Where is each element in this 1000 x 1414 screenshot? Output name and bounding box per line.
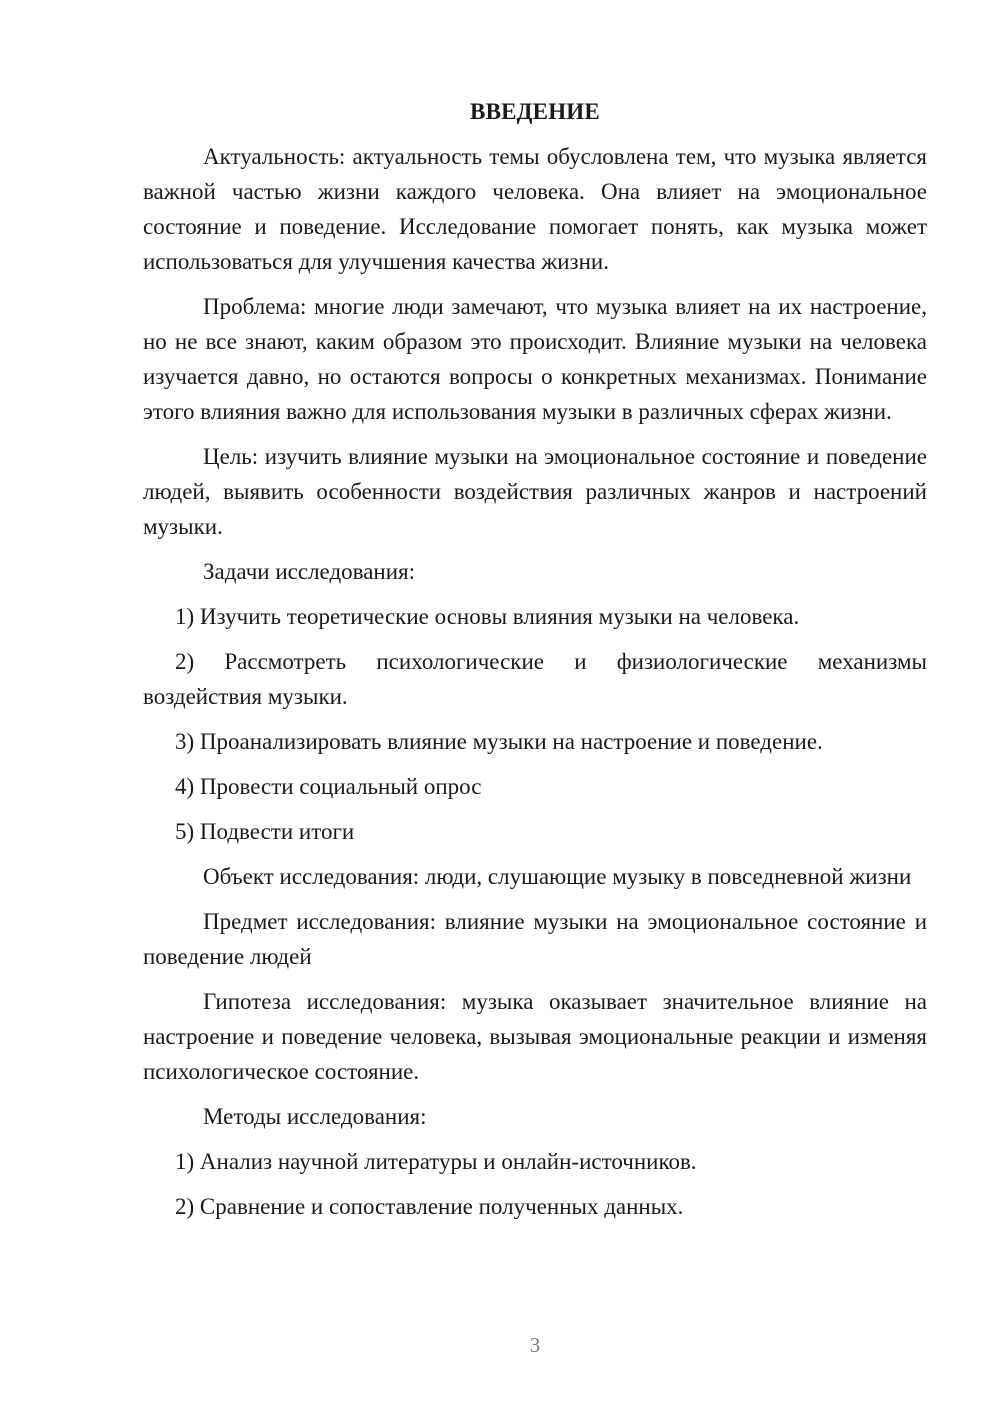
method-item-2: 2) Сравнение и сопоставление полученных данных.: [175, 1194, 684, 1219]
page-title: ВВЕДЕНИЕ: [470, 99, 600, 124]
page-number: 3: [529, 1333, 541, 1357]
task-item-2: 2) Рассмотреть психологические и физиологические механизмы воздействия музыки.: [143, 649, 927, 709]
problem-paragraph: Проблема: многие люди замечают, что музыка влияет на их настроение, но не все знают, каким образом это происходит. Влияние музыки на человека изучается давно, но остаются вопросы о конкретных механизмах. Понимание этого влияния важно для использования музыки в различных сферах жизни.: [143, 294, 927, 424]
method-item-1: 1) Анализ научной литературы и онлайн-источников.: [175, 1149, 697, 1174]
subject-paragraph: Предмет исследования: влияние музыки на эмоциональное состояние и поведение людей: [143, 909, 927, 969]
page-content: [143, 95, 927, 1234]
goal-paragraph: Цель: изучить влияние музыки на эмоциональное состояние и поведение людей, выявить особенности воздействия различных жанров и настроений музыки.: [143, 444, 927, 539]
methods-heading: Методы исследования:: [203, 1104, 427, 1129]
task-item-5: 5) Подвести итоги: [175, 819, 355, 844]
task-item-4: 4) Провести социальный опрос: [175, 774, 482, 799]
relevance-paragraph: Актуальность: актуальность темы обусловлена тем, что музыка является важной частью жизни каждого человека. Она влияет на эмоциональное состояние и поведение. Исследование помогает понять, как музыка может использоваться для улучшения качества жизни.: [143, 144, 927, 274]
task-item-3: 3) Проанализировать влияние музыки на настроение и поведение.: [175, 729, 823, 754]
tasks-heading: Задачи исследования:: [203, 559, 416, 584]
hypothesis-paragraph: Гипотеза исследования: музыка оказывает значительное влияние на настроение и поведение человека, вызывая эмоциональные реакции и изменяя психологическое состояние.: [143, 989, 927, 1084]
object-paragraph: Объект исследования: люди, слушающие музыку в повседневной жизни: [203, 864, 912, 889]
task-item-1: 1) Изучить теоретические основы влияния музыки на человека.: [175, 604, 800, 629]
